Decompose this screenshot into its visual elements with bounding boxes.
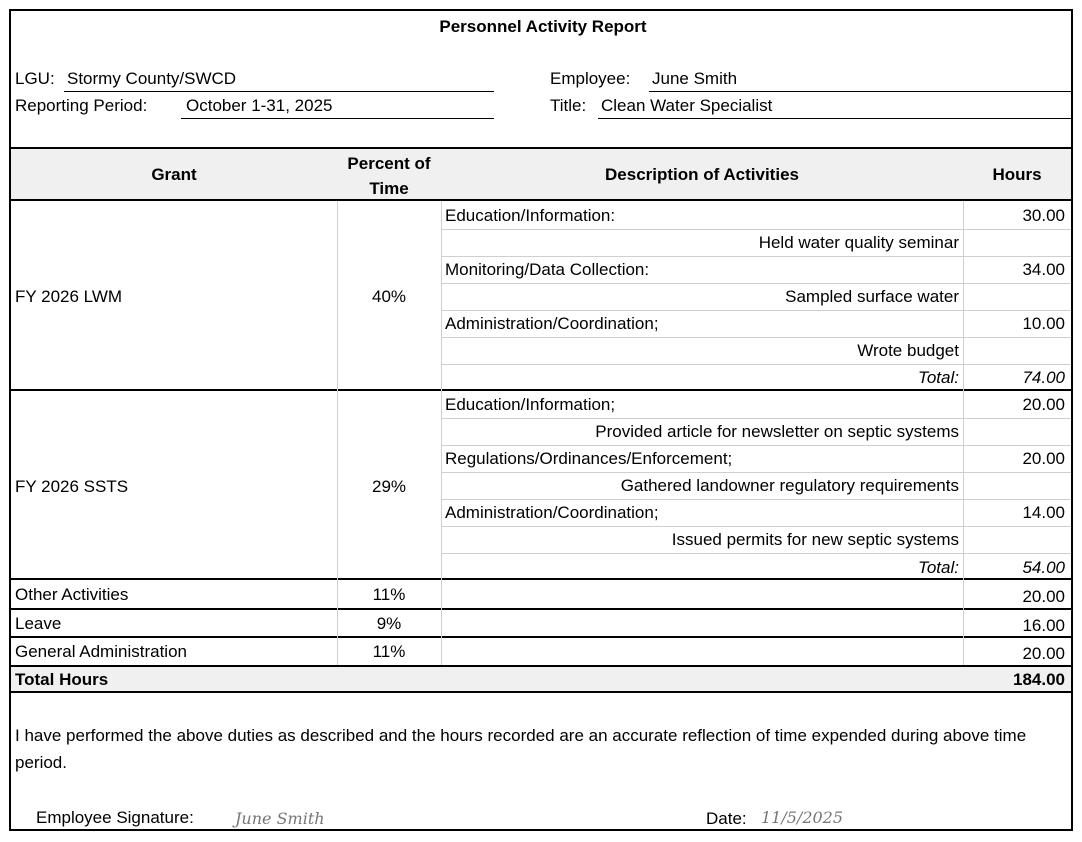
header-percent (337, 151, 441, 201)
activity-hours: 10.00 (1022, 314, 1065, 333)
row-divider (441, 337, 1071, 338)
subtotal-value: 54.00 (1022, 558, 1065, 577)
separator-ssts-other (11, 578, 1071, 580)
total-hours-label: Total Hours (15, 670, 109, 689)
row-divider (441, 472, 1071, 473)
row-divider (441, 364, 1071, 365)
row-divider (441, 229, 1071, 230)
lgu-label: LGU: (15, 69, 55, 88)
header-grant: Grant (151, 165, 197, 184)
row-label: Other Activities (15, 585, 129, 604)
total-hours-value: 184.00 (1013, 670, 1065, 689)
period-field[interactable]: October 1-31, 2025 (186, 96, 333, 115)
date-field[interactable]: 11/5/2025 (761, 808, 844, 827)
activity-hours: 14.00 (1022, 503, 1065, 522)
certification-text: I have performed the above duties as described and the hours recorded are an accurate reflection of time expended during above time period. (15, 726, 1027, 772)
separator-leave-admin (11, 636, 1071, 638)
employee-label: Employee: (550, 69, 631, 88)
separator-other-leave (11, 608, 1071, 610)
row-divider (441, 499, 1071, 500)
row-divider (441, 553, 1071, 554)
report-frame (9, 9, 1073, 831)
job-title-field[interactable]: Clean Water Specialist (601, 96, 773, 115)
date-label: Date: (706, 809, 747, 828)
separator-lwm-ssts (11, 389, 1071, 391)
activity-category: Administration/Coordination; (445, 314, 659, 333)
row-label: General Administration (15, 642, 187, 661)
activity-detail: Issued permits for new septic systems (671, 530, 959, 549)
row-hours: 20.00 (1022, 644, 1065, 663)
row-percent: 11% (372, 585, 406, 604)
subtotal-label: Total: (918, 368, 959, 387)
job-title-underline (598, 118, 1071, 119)
activity-category: Education/Information: (445, 206, 616, 225)
activity-category: Administration/Coordination; (445, 503, 659, 522)
signature-field[interactable]: June Smith (235, 809, 325, 828)
row-percent: 9% (376, 614, 402, 633)
activity-detail: Held water quality seminar (758, 233, 959, 252)
row-hours: 16.00 (1022, 616, 1065, 635)
activity-hours: 20.00 (1022, 395, 1065, 414)
header-percent-line2: Time (369, 179, 409, 198)
row-divider (441, 526, 1071, 527)
row-divider (441, 283, 1071, 284)
period-label: Reporting Period: (15, 96, 148, 115)
row-hours: 20.00 (1022, 587, 1065, 606)
header-percent-line1: Percent of (347, 154, 431, 173)
lgu-underline (64, 91, 494, 92)
subtotal-value: 74.00 (1022, 368, 1065, 387)
employee-underline (649, 91, 1071, 92)
header-description: Description of Activities (605, 165, 799, 184)
employee-field[interactable]: June Smith (652, 69, 738, 88)
grant-name: FY 2026 LWM (15, 287, 123, 306)
lgu-field[interactable]: Stormy County/SWCD (67, 69, 237, 88)
activity-category: Monitoring/Data Collection: (445, 260, 650, 279)
activity-detail: Wrote budget (857, 341, 959, 360)
job-title-label: Title: (550, 96, 587, 115)
activity-hours: 30.00 (1022, 206, 1065, 225)
grant-percent: 29% (371, 477, 407, 496)
row-divider (441, 310, 1071, 311)
activity-detail: Sampled surface water (785, 287, 959, 306)
report-title: Personnel Activity Report (439, 17, 647, 36)
signature-label: Employee Signature: (36, 808, 194, 827)
row-divider (441, 256, 1071, 257)
period-underline (181, 118, 494, 119)
total-hours-row (11, 665, 1071, 693)
row-percent: 11% (372, 642, 406, 661)
activity-category: Regulations/Ordinances/Enforcement; (445, 449, 733, 468)
subtotal-label: Total: (918, 558, 959, 577)
activity-detail: Provided article for newsletter on septic systems (595, 422, 959, 441)
row-divider (441, 418, 1071, 419)
grant-percent: 40% (371, 287, 407, 306)
row-label: Leave (15, 614, 62, 633)
activity-detail: Gathered landowner regulatory requirements (620, 476, 959, 495)
header-hours: Hours (992, 165, 1042, 184)
grant-name: FY 2026 SSTS (15, 477, 129, 496)
activity-category: Education/Information; (445, 395, 616, 414)
activity-hours: 20.00 (1022, 449, 1065, 468)
activity-hours: 34.00 (1022, 260, 1065, 279)
row-divider (441, 445, 1071, 446)
table-header (11, 147, 1071, 201)
